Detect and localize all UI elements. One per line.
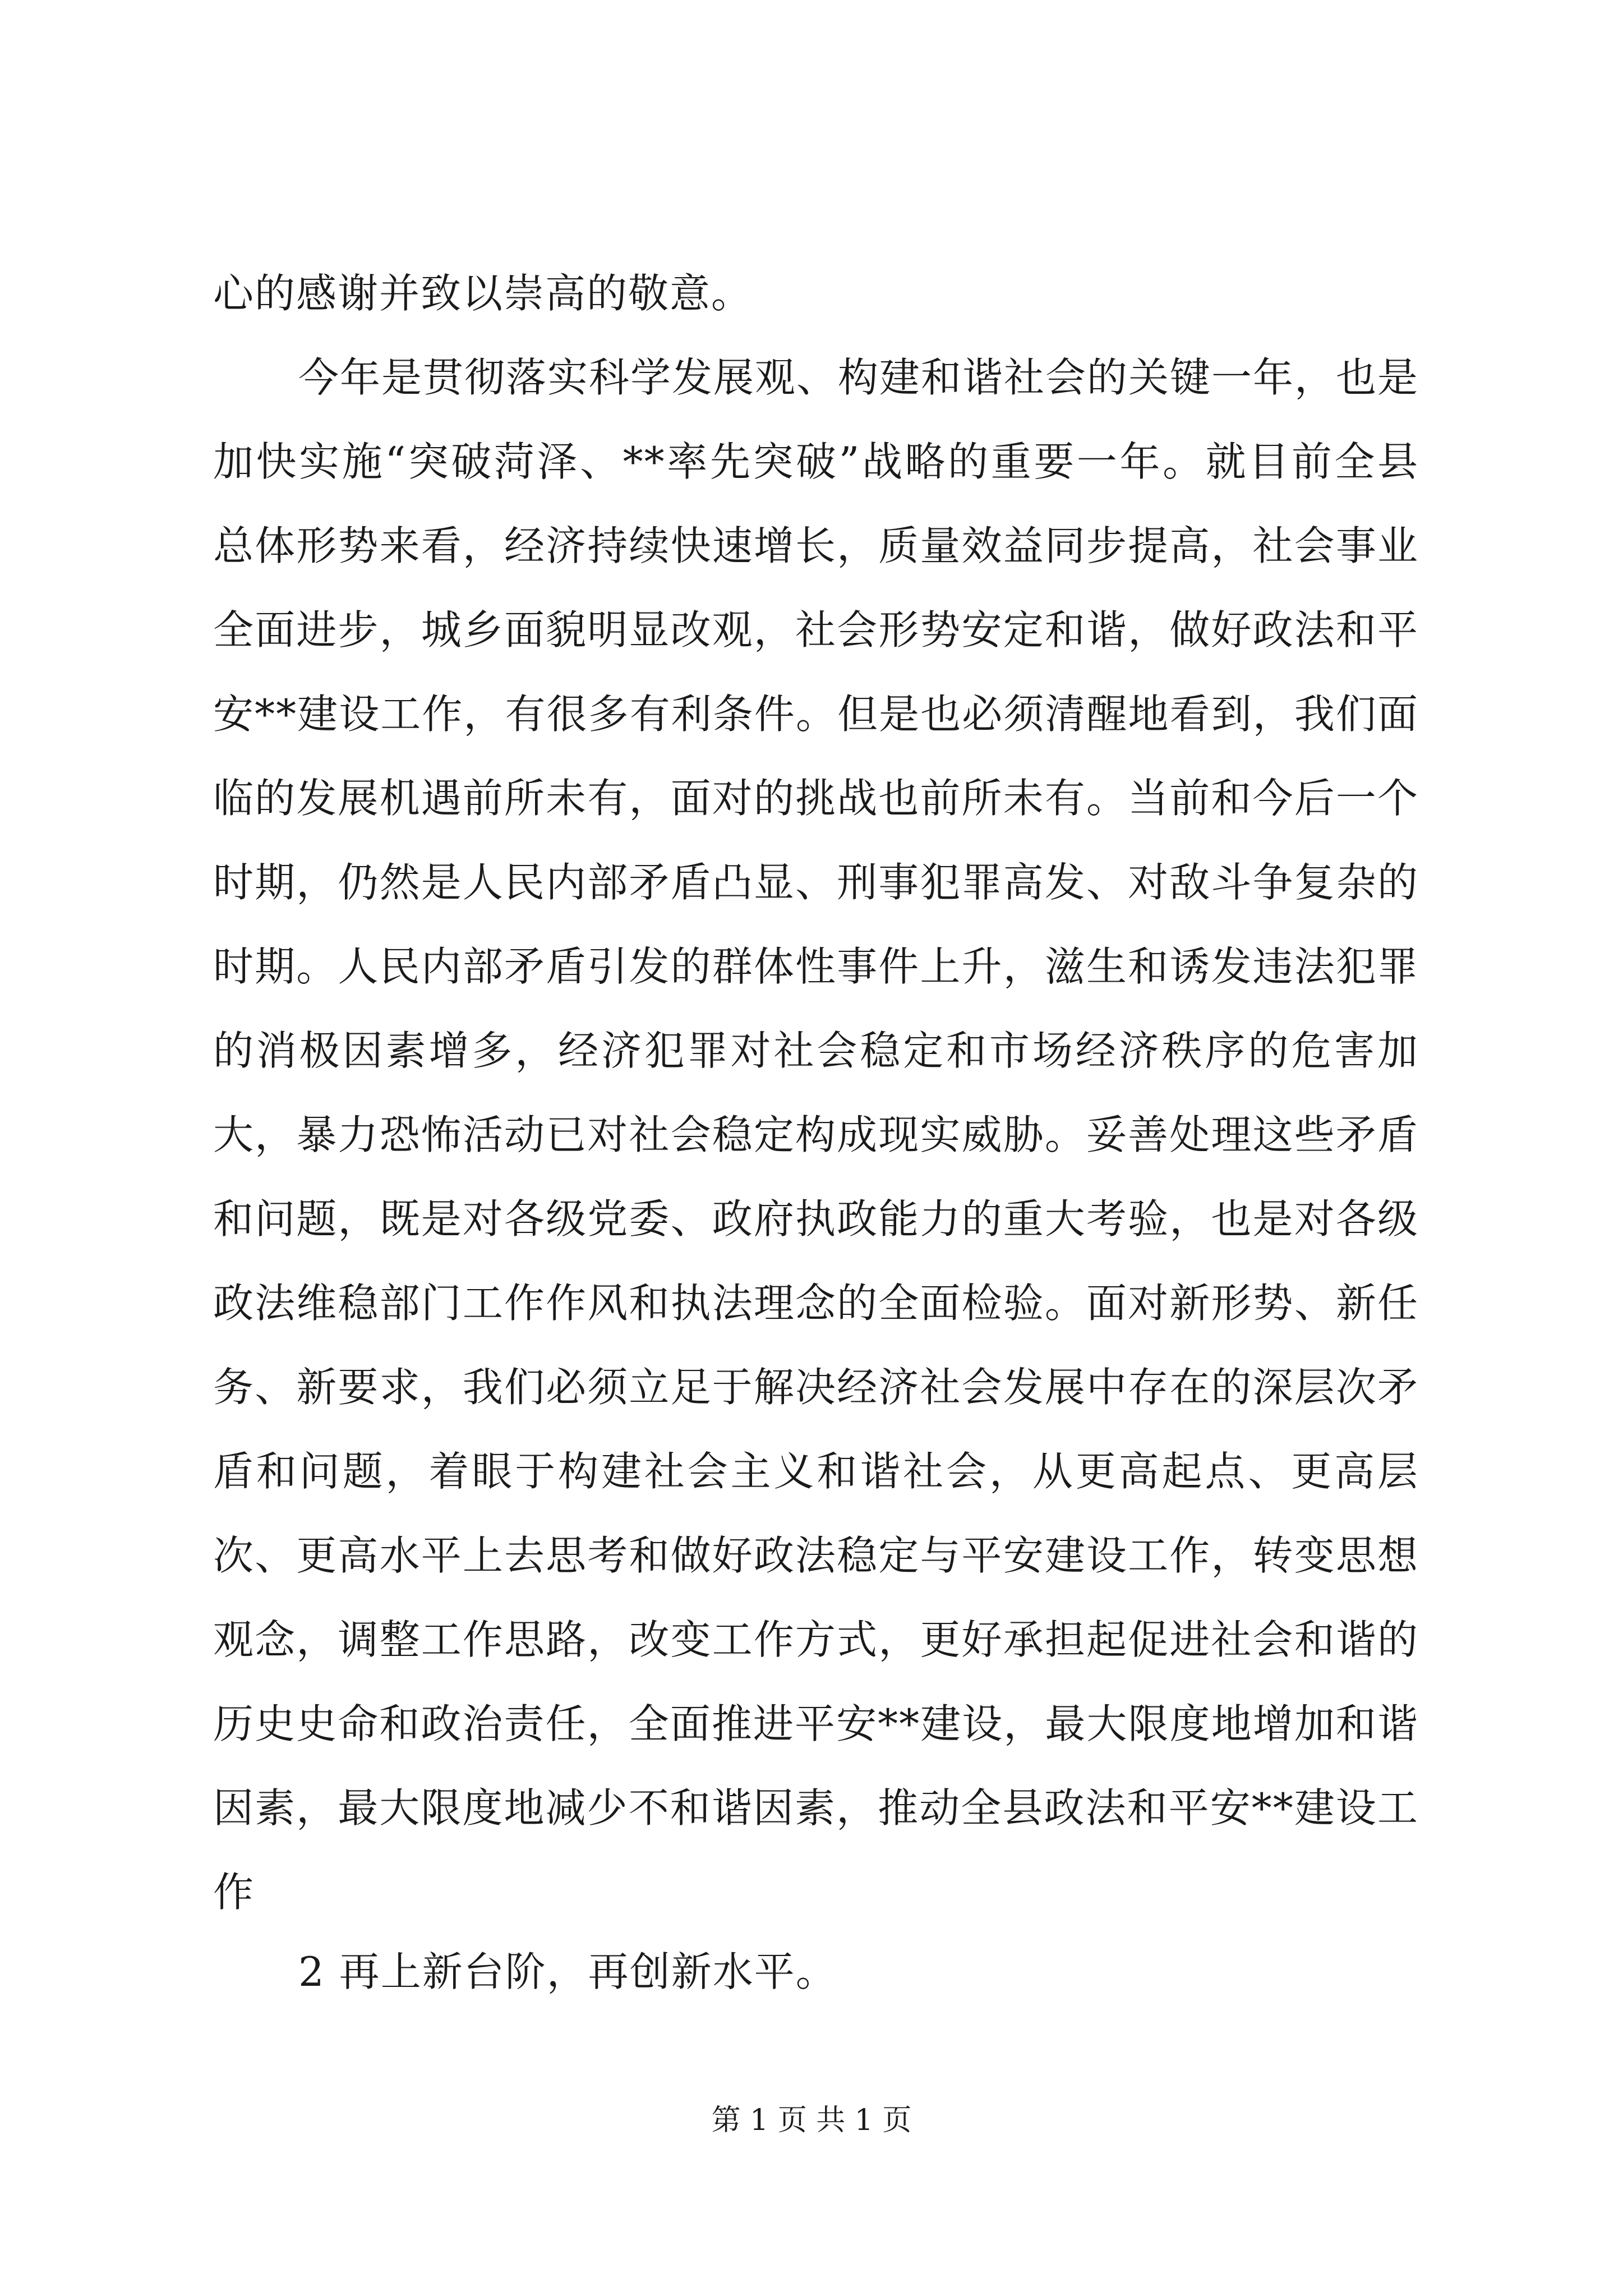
main-paragraph: 今年是贯彻落实科学发展观、构建和谐社会的关键一年，也是加快实施“突破菏泽、**率先突破”战略的重要一年。就目前全县总体形势来看，经济持续快速增长，质量效益同步提高，社会事业全面进步，城乡面貌明显改观，社会形势安定和谐，做好政法和平安**建设工作，有很多有利条件。但是也必须清醒地看到，我们面临的发展机遇前所未有，面对的挑战也前所未有。当前和今后一个时期，仍然是人民内部矛盾凸显、刑事犯罪高发、对敌斗争复杂的时期。人民内部矛盾引发的群体性事件上升，滋生和诱发违法犯罪的消极因素增多，经济犯罪对社会稳定和市场经济秩序的危害加大，暴力恐怖活动已对社会稳定构成现实威胁。妥善处理这些矛盾和问题，既是对各级党委、政府执政能力的重大考验，也是对各级政法维稳部门工作作风和执法理念的全面检验。面对新形势、新任务、新要求，我们必须立足于解决经济社会发展中存在的深层次矛盾和问题，着眼于构建社会主义和谐社会，从更高起点、更高层次、更高水平上去思考和做好政法稳定与平安建设工作，转变思想观念，调整工作思路，改变工作方式，更好承担起促进社会和谐的历史史命和政治责任，全面推进平安**建设，最大限度地增加和谐因素，最大限度地减少不和谐因素，推动全县政法和平安**建设工作 <box>213 354 1419 1916</box>
fragment-paragraph: 心的感谢并致以崇高的敬意。 <box>213 270 753 317</box>
body-text <box>213 251 1419 1934</box>
closing-paragraph: 2 再上新台阶，再创新水平。 <box>298 1948 837 1995</box>
page-footer: 第 1 页 共 1 页 <box>711 2104 912 2137</box>
